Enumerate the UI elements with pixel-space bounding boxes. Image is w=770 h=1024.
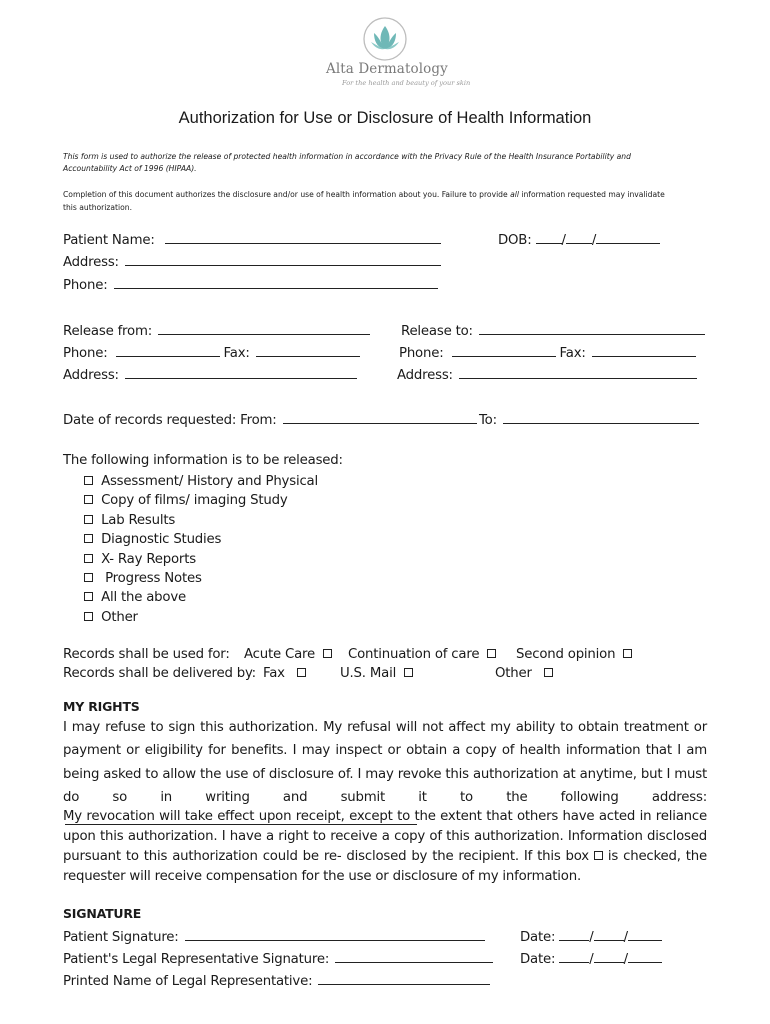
- patient-address-field[interactable]: [125, 251, 441, 266]
- dob-month-field[interactable]: [536, 229, 562, 244]
- delivery-option-mail: U.S. Mail: [340, 666, 413, 681]
- date-month-field[interactable]: [559, 926, 589, 941]
- release-to-row: [401, 320, 705, 339]
- checkbox[interactable]: [84, 476, 93, 485]
- printed-name-field[interactable]: [318, 970, 490, 985]
- release-from-address-field[interactable]: [125, 364, 357, 379]
- patient-name-row: [63, 229, 441, 248]
- patient-phone-row: [63, 274, 438, 293]
- date-month-field[interactable]: [559, 948, 589, 963]
- release-from-phone-label: Phone:: [63, 346, 108, 361]
- list-item: Assessment/ History and Physical: [84, 472, 318, 491]
- page-title: Authorization for Use or Disclosure of Health Information: [178, 109, 592, 127]
- rights-paragraph-1: I may refuse to sign this authorization. My refusal will not affect my ability to obtain treatment or payment or eligibility for benefits. I may inspect or obtain a copy of health information that I am being asked to allow the use of disclosure of. I may revoke this authorization at anytime, but I must do so in writing and submit it to the following address:: [63, 716, 707, 833]
- date-day-field[interactable]: [594, 926, 624, 941]
- logo-name: Alta Dermatology: [326, 61, 448, 77]
- release-to-field[interactable]: [479, 320, 705, 335]
- printed-name-label: Printed Name of Legal Representative:: [63, 974, 313, 989]
- release-from-row: [63, 320, 370, 339]
- rep-signature-date-row: Date: / /: [520, 948, 662, 967]
- release-from-address-label: Address:: [63, 368, 119, 383]
- lotus-logo-icon: [360, 16, 410, 62]
- release-from-phone-row: [63, 342, 360, 361]
- logo: [0, 16, 770, 96]
- patient-signature-date-row: Date: / /: [520, 926, 662, 945]
- release-to-fax-field[interactable]: [592, 342, 696, 357]
- patient-address-row: [63, 251, 441, 270]
- checkbox[interactable]: [84, 554, 93, 563]
- patient-name-field[interactable]: [165, 229, 441, 244]
- dates-from-row: [63, 409, 477, 428]
- checkbox[interactable]: [623, 649, 632, 658]
- release-from-field[interactable]: [158, 320, 370, 335]
- rights-heading: MY RIGHTS: [63, 699, 140, 714]
- release-to-phone-field[interactable]: [452, 342, 556, 357]
- release-from-fax-label: Fax:: [223, 346, 250, 361]
- release-to-phone-label: Phone:: [399, 346, 444, 361]
- dob-year-field[interactable]: [596, 229, 660, 244]
- rep-signature-row: [63, 948, 493, 967]
- patient-signature-label: Patient Signature:: [63, 930, 179, 945]
- patient-phone-field[interactable]: [114, 274, 438, 289]
- release-to-address-row: [397, 364, 697, 383]
- patient-phone-label: Phone:: [63, 278, 108, 293]
- date-year-field[interactable]: [628, 948, 662, 963]
- checkbox[interactable]: [544, 668, 553, 677]
- release-to-phone-row: [399, 342, 696, 361]
- list-item: Other: [84, 608, 318, 627]
- delivery-option-fax: Fax: [263, 666, 306, 681]
- dates-from-field[interactable]: [283, 409, 477, 424]
- intro-text-2: Completion of this document authorizes the disclosure and/or use of health information about you. Failure to provide all information requested may invalidate this authorization.: [63, 190, 665, 212]
- release-to-address-field[interactable]: [459, 364, 697, 379]
- use-label: Records shall be used for:: [63, 647, 230, 662]
- info-list: [84, 472, 318, 627]
- checkbox[interactable]: [404, 668, 413, 677]
- rep-signature-field[interactable]: [335, 948, 493, 963]
- list-item: Diagnostic Studies: [84, 530, 318, 549]
- checkbox[interactable]: [84, 612, 93, 621]
- patient-signature-row: [63, 926, 485, 945]
- rights-paragraph-2: My revocation will take effect upon receipt, except to the extent that others have acted in reliance upon this authorization. I have a right to receive a copy of this authorization. Information disclosed pursuant to this authorization could be re- disclosed by the recipient. If this box is checked, the requester will receive compensation for the use or disclosure of my information.: [63, 809, 708, 884]
- compensation-checkbox[interactable]: [594, 851, 603, 860]
- dates-to-row: [479, 409, 699, 428]
- release-to-address-label: Address:: [397, 368, 453, 383]
- checkbox[interactable]: [297, 668, 306, 677]
- delivery-label: Records shall be delivered by:: [63, 666, 256, 681]
- dob-label: DOB:: [498, 233, 532, 248]
- checkbox[interactable]: [84, 573, 93, 582]
- list-item: Progress Notes: [84, 569, 318, 588]
- patient-signature-field[interactable]: [185, 926, 485, 941]
- dates-from-label: Date of records requested: From:: [63, 413, 277, 428]
- checkbox[interactable]: [84, 515, 93, 524]
- date-label: Date:: [520, 930, 556, 945]
- date-label: Date:: [520, 952, 556, 967]
- use-option-acute: Acute Care: [244, 647, 332, 662]
- printed-name-row: [63, 970, 490, 989]
- patient-name-label: Patient Name:: [63, 233, 155, 248]
- date-day-field[interactable]: [594, 948, 624, 963]
- use-option-second-opinion: Second opinion: [516, 647, 632, 662]
- checkbox[interactable]: [84, 495, 93, 504]
- checkbox[interactable]: [323, 649, 332, 658]
- release-to-fax-label: Fax:: [559, 346, 586, 361]
- dob-day-field[interactable]: [566, 229, 592, 244]
- dates-to-label: To:: [479, 413, 497, 428]
- rep-signature-label: Patient's Legal Representative Signature:: [63, 952, 330, 967]
- list-item: Lab Results: [84, 511, 318, 530]
- release-from-address-row: [63, 364, 357, 383]
- list-item: Copy of films/ imaging Study: [84, 491, 318, 510]
- checkbox[interactable]: [84, 534, 93, 543]
- release-from-fax-field[interactable]: [256, 342, 360, 357]
- signature-heading: SIGNATURE: [63, 906, 142, 921]
- date-year-field[interactable]: [628, 926, 662, 941]
- use-option-continuation: Continuation of care: [348, 647, 496, 662]
- list-item: X- Ray Reports: [84, 550, 318, 569]
- logo-tagline: For the health and beauty of your skin: [342, 79, 471, 87]
- dates-to-field[interactable]: [503, 409, 699, 424]
- release-from-label: Release from:: [63, 324, 153, 339]
- info-heading: The following information is to be released:: [63, 453, 343, 468]
- delivery-option-other: Other: [495, 666, 553, 681]
- intro-text-1: This form is used to authorize the release of protected health information in accordance with the Privacy Rule of the Health Insurance Portability and Accountability Act of 1996 (HIPAA).: [63, 152, 631, 173]
- release-from-phone-field[interactable]: [116, 342, 220, 357]
- checkbox[interactable]: [84, 592, 93, 601]
- patient-address-label: Address:: [63, 255, 119, 270]
- list-item: All the above: [84, 588, 318, 607]
- release-to-label: Release to:: [401, 324, 473, 339]
- checkbox[interactable]: [487, 649, 496, 658]
- dob-row: DOB: / /: [498, 229, 660, 248]
